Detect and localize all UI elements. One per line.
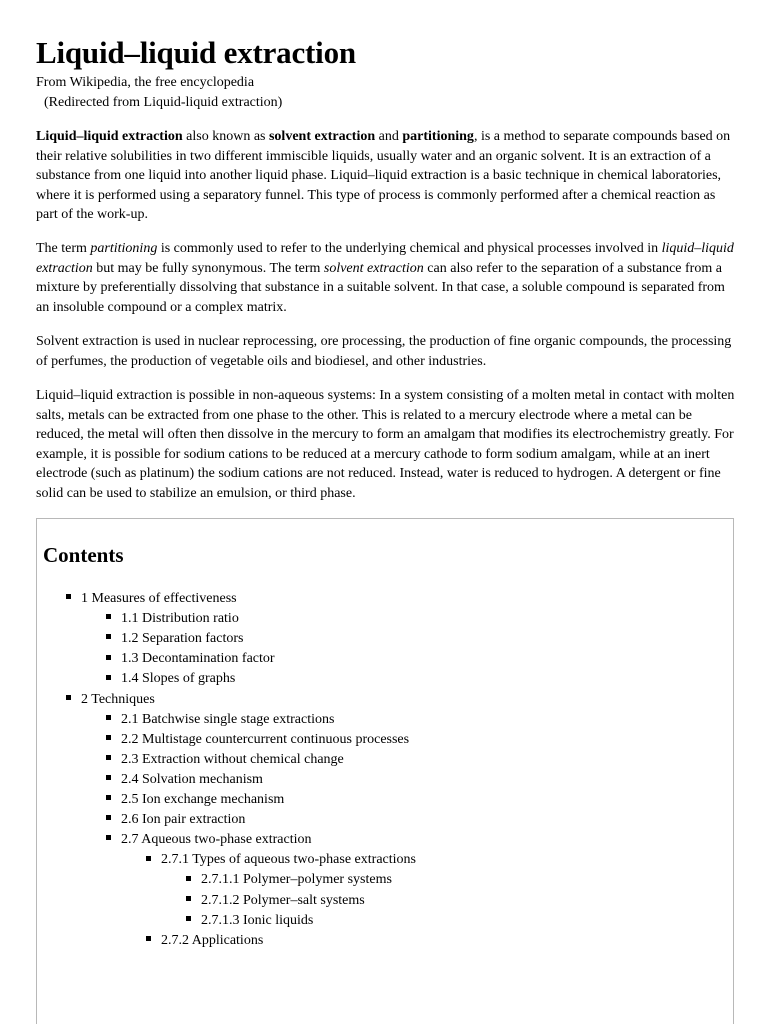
paragraph-text-run: liquid–liquid extraction [36,241,734,276]
toc-item[interactable] [106,609,239,629]
intro-paragraph-3 [36,332,736,371]
bullet-icon [106,755,111,760]
toc-item-label[interactable]: 2.1 Batchwise single stage extractions [121,711,335,727]
paragraph-text-run: The term [36,241,91,256]
toc-item-label[interactable]: 2.7.1.1 Polymer–polymer systems [201,872,392,888]
toc-item-label[interactable]: 1.3 Decontamination factor [121,651,275,667]
toc-item[interactable] [106,669,235,689]
bullet-icon [106,675,111,680]
paragraph-text-run: also known as [182,129,269,144]
bullet-icon [146,936,151,941]
paragraph-text-run: partitioning [402,129,474,144]
bullet-icon [106,815,111,820]
bullet-icon [106,735,111,740]
intro-paragraph-1 [36,127,736,225]
toc-item[interactable] [66,589,237,609]
bullet-icon [106,715,111,720]
toc-item-label[interactable]: 1.2 Separation factors [121,631,244,647]
toc-item-label[interactable]: 2.5 Ion exchange mechanism [121,792,285,807]
toc-title: Contents [43,543,124,567]
toc-item-label[interactable]: 2 Techniques [81,691,155,707]
toc-item[interactable] [66,690,155,710]
toc-item[interactable] [106,770,263,790]
bullet-icon [186,876,191,881]
redirect-notice: (Redirected from Liquid-liquid extraction) [44,95,283,110]
paragraph-text-run: solvent extraction [323,260,424,276]
toc-item-label[interactable]: 2.7.1.2 Polymer–salt systems [201,892,365,908]
toc-item[interactable] [146,850,416,870]
bullet-icon [106,614,111,619]
paragraph-text-run: can also refer to the separation of a substance from a mixture by preferentially dissolving that substance in a suitable solvent. In that case, a soluble compound is separated from an insoluble compound or a complex matrix. [36,260,725,315]
toc-item-label[interactable]: 2.6 Ion pair extraction [121,812,246,828]
paragraph-text-run: but may be fully synonymous. The term [92,260,324,276]
toc-item-label[interactable]: 2.3 Extraction without chemical change [121,751,344,767]
paragraph-text-run: Liquid–liquid extraction is possible in non-aqueous systems: In a system consisting of a molten metal in contact with molten salts, metals can be extracted from one phase to the other. This is related to a mercury electrode where a metal can be reduced, the metal will often then dissolve in the mercury to form an amalgam that modifies its electrochemistry greatly. For example, it is possible for sodium cations to be reduced at a mercury cathode to form sodium amalgam, while at an inert electrode (such as platinum) the sodium cations are not reduced. Instead, water is reduced to hydrogen. A detergent or fine solid can be used to stabilize an emulsion, or third phase. [36,388,735,501]
bullet-icon [106,835,111,840]
toc-item-label[interactable]: 2.7 Aqueous two-phase extraction [121,832,312,848]
paragraph-text-run: and [375,129,403,144]
toc-item[interactable] [106,790,284,810]
toc-item-label[interactable]: 1 Measures of effectiveness [81,591,237,606]
intro-paragraph-4 [36,386,736,504]
toc-item-label[interactable]: 1.4 Slopes of graphs [121,671,236,687]
toc-item[interactable] [106,710,334,730]
paragraph-text-run: Liquid–liquid extraction [36,129,183,144]
table-of-contents [36,518,734,1024]
paragraph-text-run: solvent extraction [268,129,376,144]
toc-item-label[interactable]: 2.7.1 Types of aqueous two-phase extractions [161,852,416,868]
toc-item[interactable] [106,730,409,750]
bullet-icon [186,916,191,921]
toc-item[interactable] [146,931,263,951]
toc-item-label[interactable]: 1.1 Distribution ratio [121,611,239,627]
toc-item-label[interactable]: 2.4 Solvation mechanism [121,771,263,787]
toc-item[interactable] [106,810,245,830]
toc-item[interactable] [106,830,312,850]
toc-item[interactable] [106,649,275,669]
paragraph-text-run: , is a method to separate compounds based on their relative solubilities in two different immiscible liquids, usually water and an organic solvent. It is an extraction of a substance from one liquid into another liquid phase. Liquid–liquid extraction is a basic technique in chemical laboratories, where it is performed using a separatory funnel. This type of process is commonly performed after a chemical reaction as part of the work-up. [36,129,731,223]
source-line: From Wikipedia, the free encyclopedia [36,75,255,90]
bullet-icon [186,896,191,901]
bullet-icon [66,695,71,700]
paragraph-text-run: is commonly used to refer to the underlying chemical and physical processes involved in [157,241,662,256]
toc-item-label[interactable]: 2.2 Multistage countercurrent continuous processes [121,731,410,747]
bullet-icon [106,634,111,639]
bullet-icon [106,775,111,780]
toc-item[interactable] [186,891,365,911]
bullet-icon [146,856,151,861]
bullet-icon [106,795,111,800]
page-title: Liquid–liquid extraction [36,35,356,70]
toc-item-label[interactable]: 2.7.2 Applications [161,932,264,948]
bullet-icon [66,594,71,599]
toc-item-label[interactable]: 2.7.1.3 Ionic liquids [201,912,314,928]
toc-item[interactable] [106,750,344,770]
paragraph-text-run: Solvent extraction is used in nuclear reprocessing, ore processing, the production of fine organic compounds, the processing of perfumes, the production of vegetable oils and biodiesel, and other industries. [36,334,732,369]
toc-item[interactable] [186,911,313,931]
intro-paragraph-2 [36,239,736,317]
toc-item[interactable] [106,629,243,649]
toc-item[interactable] [186,870,392,890]
bullet-icon [106,655,111,660]
paragraph-text-run: partitioning [90,241,158,256]
